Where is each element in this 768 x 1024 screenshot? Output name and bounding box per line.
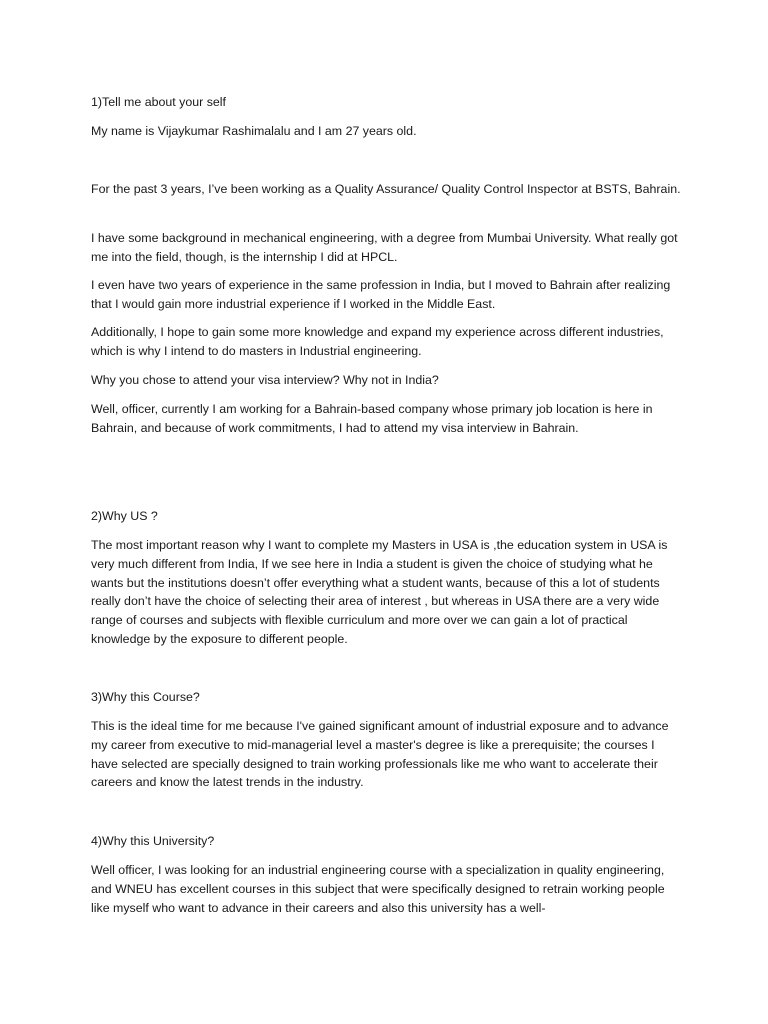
- section-1-paragraph-5: Additionally, I hope to gain some more knowledge and expand my experience across different industries, which is why I intend to do masters in Industrial engineering.: [91, 325, 664, 358]
- section-1-paragraph-3: I have some background in mechanical engineering, with a degree from Mumbai University. What really got me into the field, though, is the internship I did at HPCL.: [91, 231, 678, 264]
- section-3-heading: 3)Why this Course?: [91, 690, 200, 704]
- section-1-paragraph-2: For the past 3 years, I’ve been working as a Quality Assurance/ Quality Control Inspector at BSTS, Bahrain.: [91, 182, 681, 196]
- section-3-paragraph-1: This is the ideal time for me because I've gained significant amount of industrial exposure and to advance my career from executive to mid-managerial level a master's degree is like a prerequisite; the courses I have selected are specially designed to train working professionals like me who want to accelerate their careers and know the latest trends in the industry.: [91, 719, 669, 790]
- section-2-paragraph-1: The most important reason why I want to complete my Masters in USA is ,the education system in USA is very much different from India, If we see here in India a student is given the choice of studying what he wants but the institutions doesn’t offer everything what a student wants, because of this a lot of students really don’t have the choice of selecting their area of interest , but whereas in USA there are a very wide range of courses and subjects with flexible curriculum and more over we can gain a lot of practical knowledge by the exposure to different people.: [91, 538, 668, 646]
- section-4-paragraph-1: Well officer, I was looking for an industrial engineering course with a specialization in quality engineering, and WNEU has excellent courses in this subject that were specifically designed to retrain working people like myself who want to advance in their careers and also this university has a well-: [91, 863, 665, 915]
- section-1-paragraph-7: Well, officer, currently I am working for a Bahrain-based company whose primary job location is here in Bahrain, and because of work commitments, I had to attend my visa interview in Bahrain.: [91, 402, 653, 435]
- section-1-paragraph-6: Why you chose to attend your visa interview? Why not in India?: [91, 373, 439, 387]
- section-1-heading: 1)Tell me about your self: [91, 95, 226, 109]
- section-2-heading: 2)Why US ?: [91, 509, 158, 523]
- section-4-heading: 4)Why this University?: [91, 834, 215, 848]
- section-1-paragraph-4: I even have two years of experience in the same profession in India, but I moved to Bahrain after realizing that I would gain more industrial experience if I worked in the Middle East.: [91, 278, 671, 311]
- section-1-paragraph-1: My name is Vijaykumar Rashimalalu and I am 27 years old.: [91, 124, 417, 138]
